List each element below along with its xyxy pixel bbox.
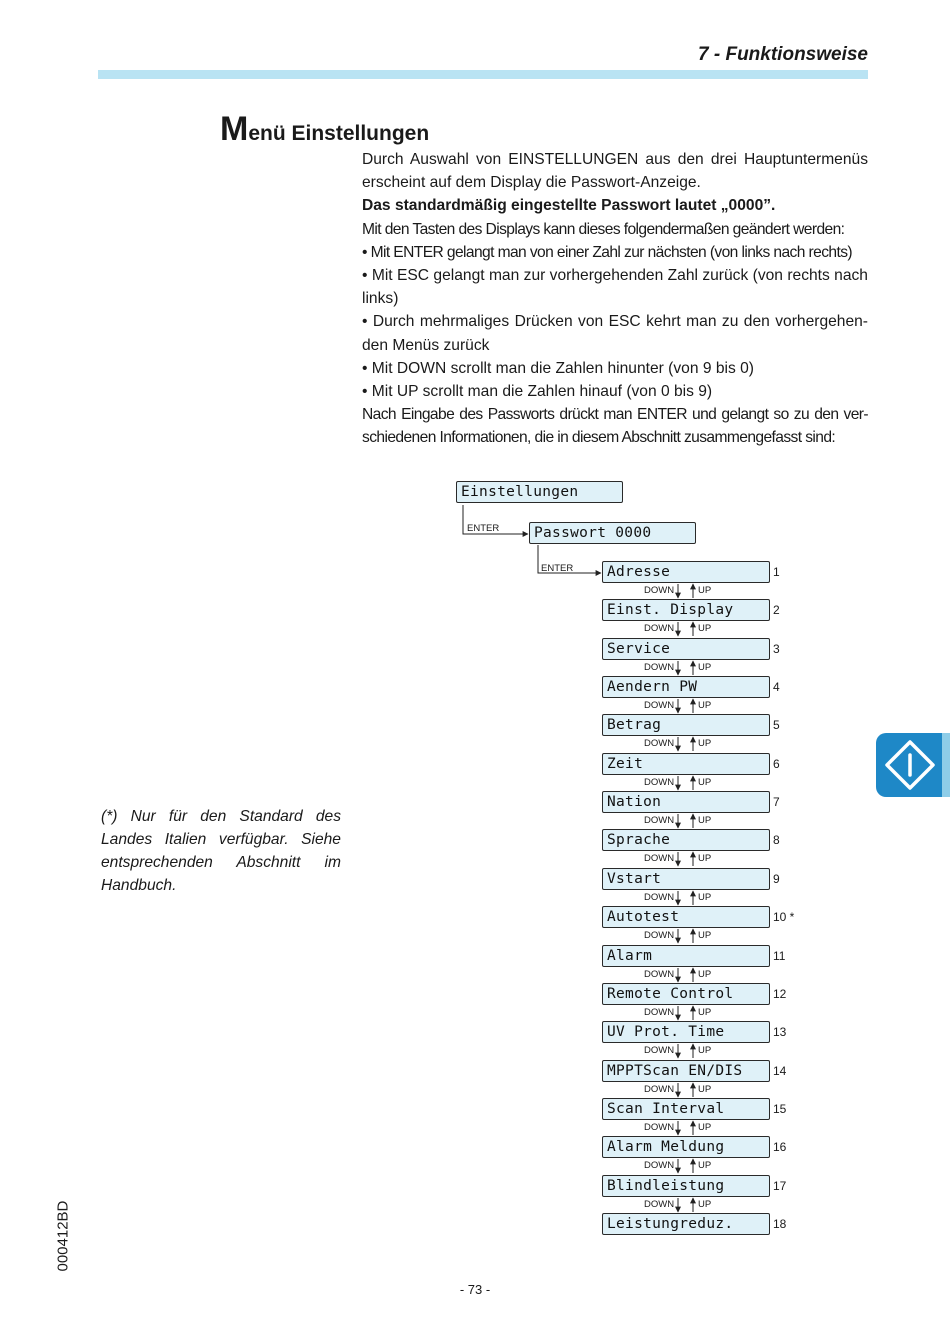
up-label: UP [698,1199,712,1210]
lcd-menu-item: Adresse [602,561,770,583]
down-label: DOWN [644,969,675,980]
enter-label-2: ENTER [541,563,574,574]
lcd-menu-item: Blindleistung [602,1175,770,1197]
lcd-menu-item: Betrag [602,714,770,736]
down-label: DOWN [644,1160,675,1171]
page-number: - 73 - [459,1282,491,1297]
intro-default-password: Das standardmäßig eingestellte Passwort lautet „0000”. [362,197,776,215]
lcd-menu-item: Leistungreduz. [602,1213,770,1235]
lcd-menu-item: Remote Control [602,983,770,1005]
intro-bullet-up: • Mit UP scrollt man die Zahlen hinauf (von 0 bis 9) [362,383,713,401]
down-label: DOWN [644,662,675,673]
down-label: DOWN [644,892,675,903]
lcd-menu-item: MPPTScan EN/DIS [602,1060,770,1082]
lcd-menu-item: Sprache [602,829,770,851]
down-label: DOWN [644,1084,675,1095]
lcd-menu-item: UV Prot. Time [602,1021,770,1043]
down-label: DOWN [644,1007,675,1018]
header-title: 7 - Funktionsweise [698,44,868,65]
menu-item-number: 16 [773,1140,787,1154]
menu-item-number: 8 [773,833,780,847]
document-code: 000412BD [54,1200,72,1272]
down-label: DOWN [644,777,675,788]
lcd-menu-item: Vstart [602,868,770,890]
menu-item-number: 1 [773,565,780,579]
down-label: DOWN [644,815,675,826]
menu-item-number: 12 [773,987,787,1001]
down-label: DOWN [644,1122,675,1133]
lcd-menu-item: Service [602,638,770,660]
up-label: UP [698,585,712,596]
lcd-menu-item: Nation [602,791,770,813]
enter-label-1: ENTER [467,523,500,534]
menu-item-number: 10 * [773,910,795,924]
up-label: UP [698,1160,712,1171]
menu-item-number: 17 [773,1179,787,1193]
menu-item-number: 3 [773,642,780,656]
menu-item-number: 13 [773,1025,787,1039]
up-label: UP [698,1122,712,1133]
down-label: DOWN [644,1045,675,1056]
menu-item-number: 7 [773,795,780,809]
intro-bullet-down: • Mit DOWN scrollt man die Zahlen hinunter (von 9 bis 0) [362,359,754,377]
menu-item-number: 15 [773,1102,787,1116]
menu-item-number: 5 [773,718,780,732]
up-label: UP [698,815,712,826]
down-label: DOWN [644,1199,675,1210]
up-label: UP [698,1084,712,1095]
up-label: UP [698,969,712,980]
menu-item-number: 2 [773,603,780,617]
up-label: UP [698,662,712,673]
menu-item-number: 18 [773,1217,787,1231]
lcd-menu-item: Autotest [602,906,770,928]
down-label: DOWN [644,930,675,941]
lcd-einstellungen: Einstellungen [456,481,623,503]
menu-item-number: 4 [773,680,780,694]
lcd-menu-item: Zeit [602,753,770,775]
down-label: DOWN [644,585,675,596]
intro-bullet-esc-repeat: • Durch mehrmaliges Drücken von ESC kehrt man zu den vorhergehen-den Menüs zurück [362,313,868,354]
intro-p3: Mit den Tasten des Displays kann dieses folgendermaßen geändert werden: [362,220,845,238]
up-label: UP [698,892,712,903]
down-label: DOWN [644,623,675,634]
up-label: UP [698,700,712,711]
lcd-menu-item: Einst. Display [602,599,770,621]
up-label: UP [698,1007,712,1018]
intro-bullet-esc: • Mit ESC gelangt man zur vorhergehenden Zahl zurück (von rechts nach links) [362,267,868,308]
lcd-passwort: Passwort 0000 [529,522,696,544]
up-label: UP [698,738,712,749]
up-label: UP [698,777,712,788]
down-label: DOWN [644,853,675,864]
up-label: UP [698,1045,712,1056]
up-label: UP [698,930,712,941]
up-label: UP [698,853,712,864]
lcd-menu-item: Scan Interval [602,1098,770,1120]
intro-p4: Nach Eingabe des Passworts drückt man ENTER und gelangt so zu den ver-schiedenen Informationen, die in diesem Abschnitt zusammengefasst sind: [362,406,868,447]
menu-item-number: 9 [773,872,780,886]
menu-item-number: 14 [773,1064,787,1078]
lcd-menu-item: Aendern PW [602,676,770,698]
footnote: (*) Nur für den Standard des Landes Italien verfügbar. Siehe entsprechenden Abschnitt im Handbuch. [101,808,341,894]
down-label: DOWN [644,738,675,749]
up-label: UP [698,623,712,634]
section-title-initial: M [220,110,249,148]
intro-p1: Durch Auswahl von EINSTELLUNGEN aus den drei Hauptuntermenüs erscheint auf dem Display die Passwort-Anzeige. [362,151,868,192]
section-title-rest: enü Einstellungen [248,122,430,145]
intro-bullet-enter: • Mit ENTER gelangt man von einer Zahl zur nächsten (von links nach rechts) [362,243,853,261]
lcd-menu-item: Alarm Meldung [602,1136,770,1158]
menu-item-number: 6 [773,757,780,771]
down-label: DOWN [644,700,675,711]
lcd-menu-item: Alarm [602,945,770,967]
menu-item-number: 11 [773,949,786,963]
